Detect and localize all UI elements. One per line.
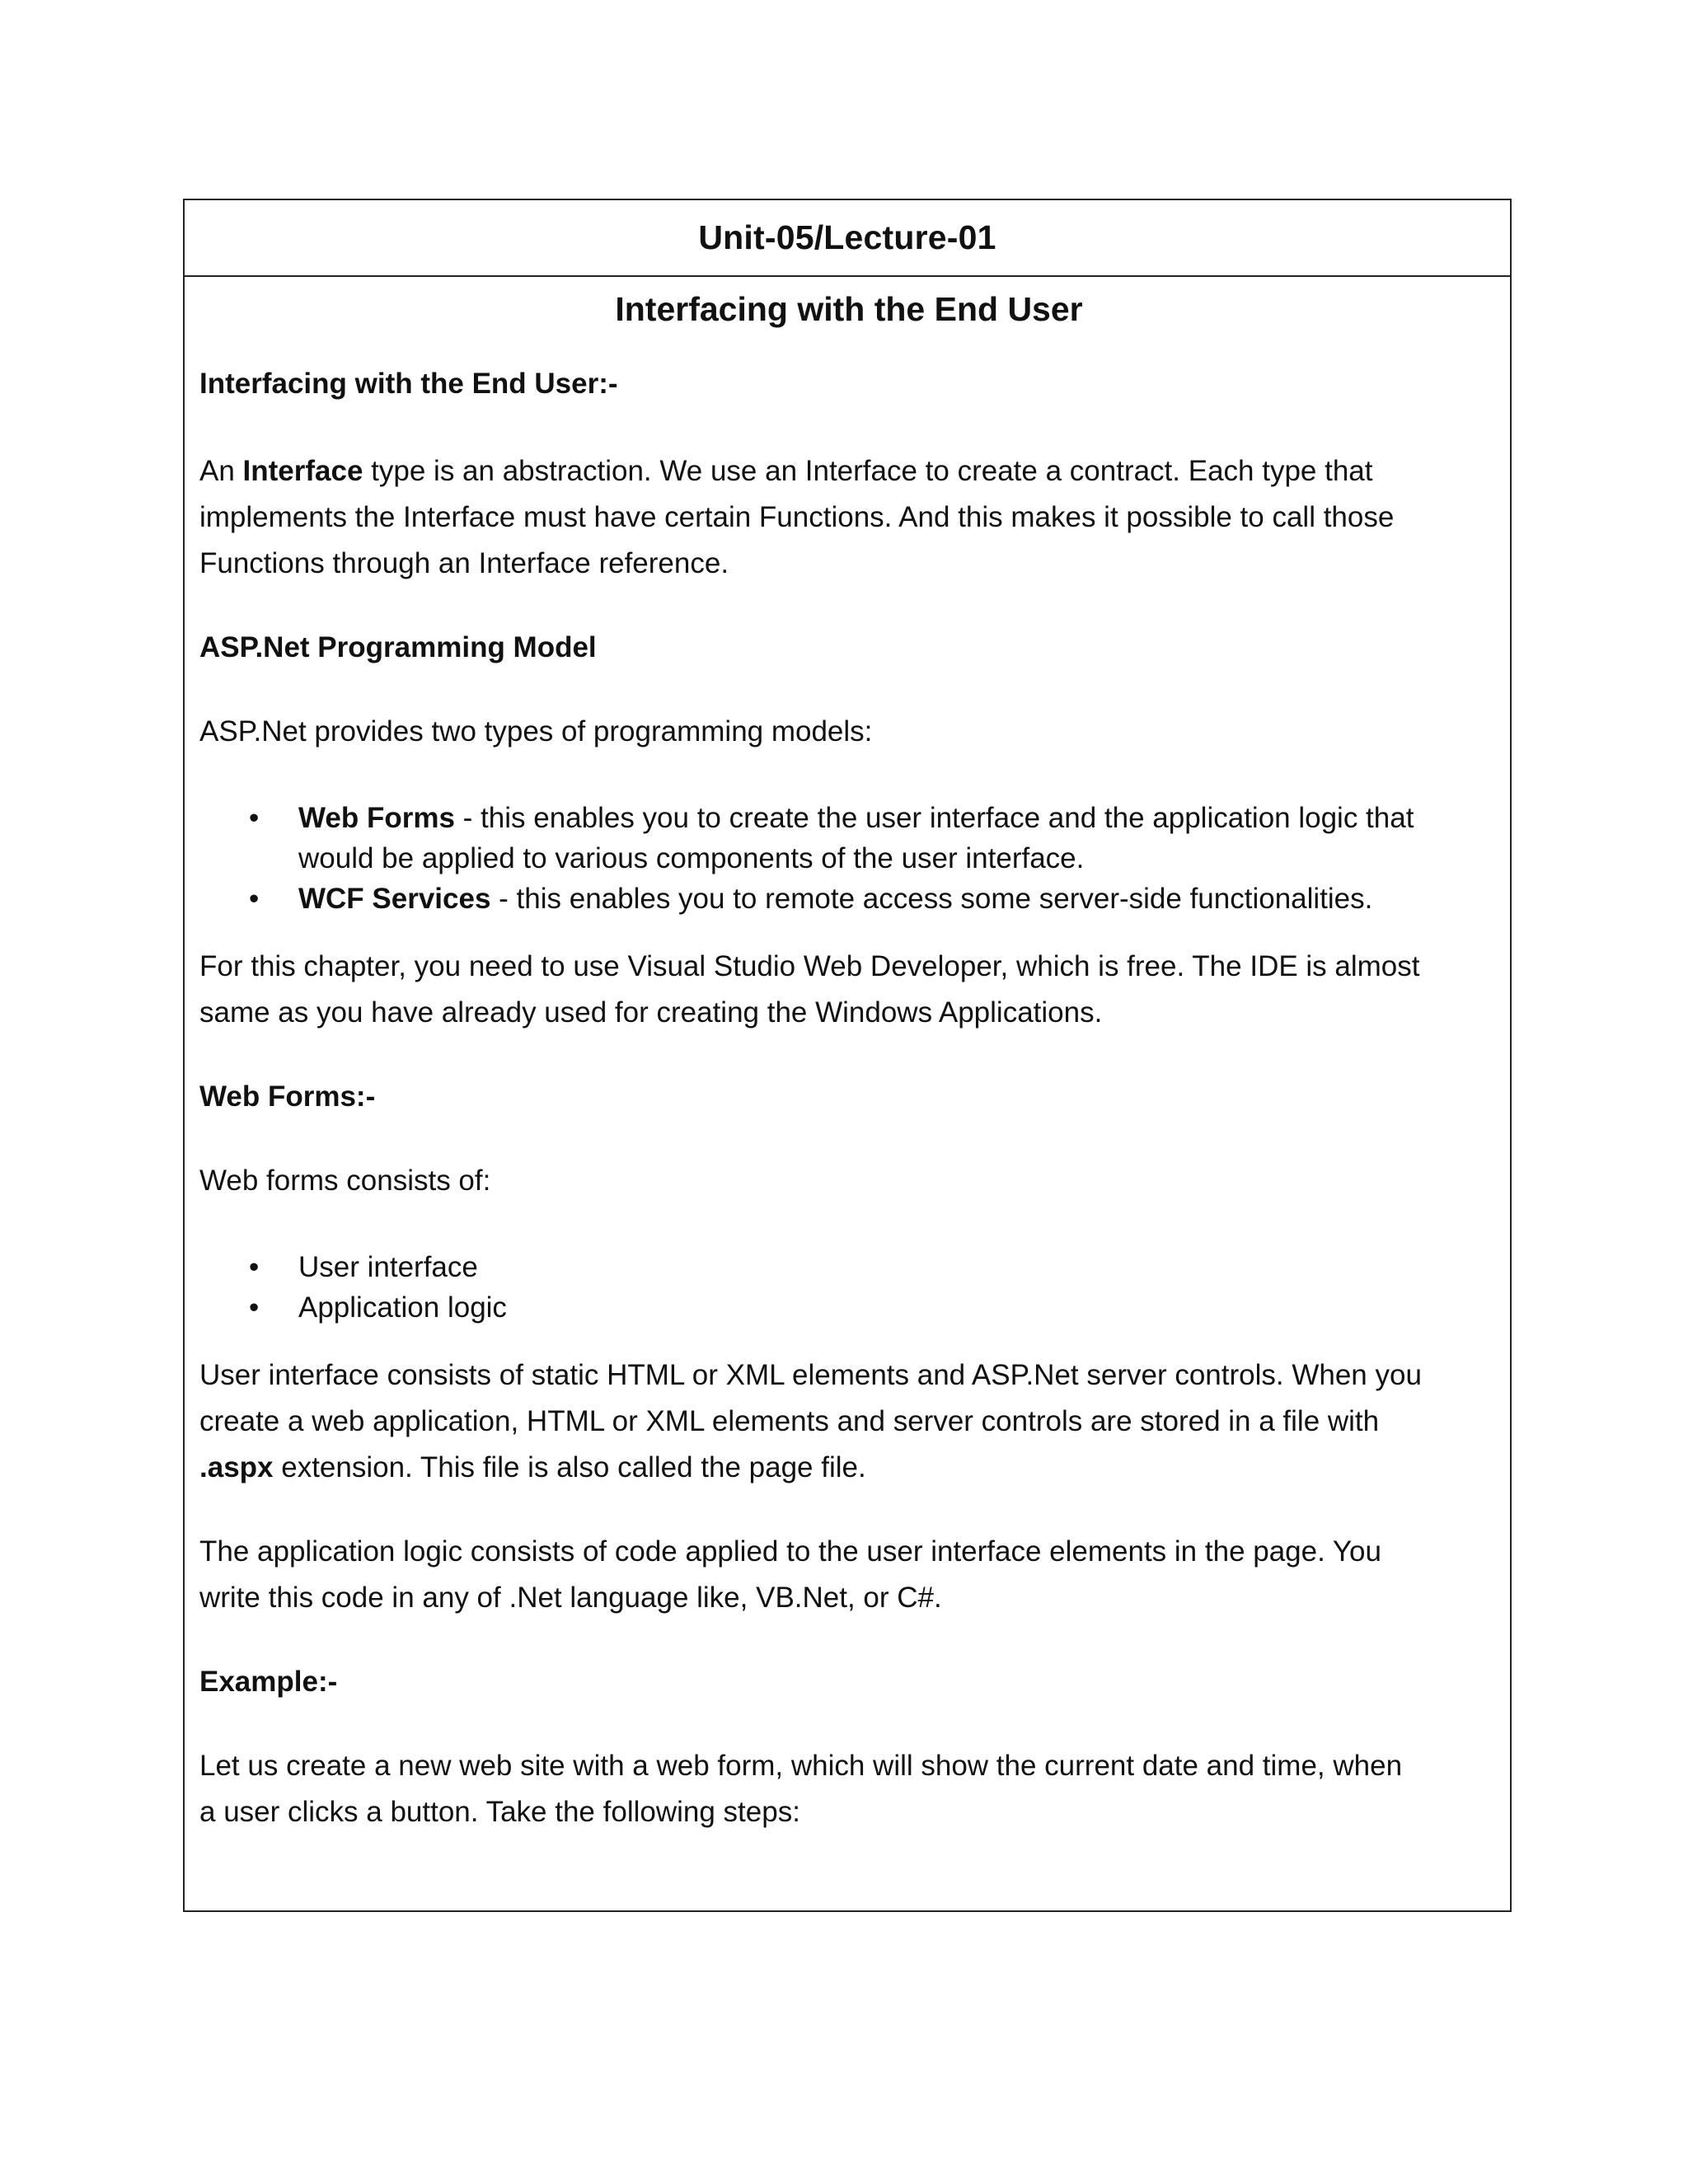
lecture-content bbox=[199, 277, 1498, 1835]
heading-example: Example:- bbox=[199, 1666, 338, 1698]
paragraph-model-intro: ASP.Net provides two types of programming models: bbox=[199, 715, 873, 748]
paragraph-user-interface bbox=[199, 1352, 1498, 1491]
text-logic-line1: The application logic consists of code applied to the user interface elements in the page. You bbox=[199, 1535, 1381, 1568]
paragraph-application-logic bbox=[199, 1529, 1498, 1621]
term-wcf-services: WCF Services bbox=[298, 883, 491, 915]
text-logic-line2: write this code in any of .Net language like, VB.Net, or C#. bbox=[199, 1582, 942, 1614]
lecture-frame bbox=[183, 199, 1512, 1912]
term-web-forms: Web Forms bbox=[298, 802, 455, 834]
text-user-interface: User interface bbox=[298, 1251, 478, 1283]
list-item-application-logic bbox=[199, 1287, 1498, 1328]
text-interface-line1: type is an abstraction. We use an Interface to create a contract. Each type that bbox=[363, 455, 1373, 487]
web-forms-parts-list bbox=[199, 1247, 1498, 1328]
lecture-title: Interfacing with the End User bbox=[615, 290, 1083, 328]
paragraph-interface-definition bbox=[199, 448, 1498, 587]
unit-title: Unit-05/Lecture-01 bbox=[698, 218, 996, 256]
heading-programming-model: ASP.Net Programming Model bbox=[199, 631, 597, 663]
bullet-icon: • bbox=[249, 802, 260, 834]
text-application-logic: Application logic bbox=[298, 1291, 507, 1324]
heading-web-forms: Web Forms:- bbox=[199, 1080, 376, 1113]
text-wcf-services: - this enables you to remote access some server-side functionalities. bbox=[490, 883, 1373, 915]
text-chapter-line2: same as you have already used for creating the Windows Applications. bbox=[199, 996, 1103, 1029]
text-web-forms-line1: - this enables you to create the user interface and the application logic that bbox=[454, 802, 1414, 834]
text-interface-line2: implements the Interface must have certain Functions. And this makes it possible to call those bbox=[199, 501, 1395, 533]
list-item-user-interface bbox=[199, 1247, 1498, 1287]
text-ui-line1: User interface consists of static HTML or XML elements and ASP.Net server controls. When you bbox=[199, 1359, 1422, 1391]
bullet-icon: • bbox=[249, 1251, 260, 1283]
text-an: An bbox=[199, 455, 243, 487]
bullet-icon: • bbox=[249, 1291, 260, 1324]
term-interface: Interface bbox=[242, 455, 363, 487]
text-example-line2: a user clicks a button. Take the following steps: bbox=[199, 1796, 800, 1828]
text-interface-line3: Functions through an Interface reference. bbox=[199, 547, 729, 579]
bullet-icon: • bbox=[249, 883, 260, 915]
text-example-line1: Let us create a new web site with a web form, which will show the current date and time, when bbox=[199, 1750, 1403, 1782]
text-ui-line3: extension. This file is also called the page file. bbox=[273, 1451, 866, 1483]
text-web-forms-line2: would be applied to various components of the user interface. bbox=[298, 842, 1085, 874]
text-chapter-line1: For this chapter, you need to use Visual Studio Web Developer, which is free. The IDE is almost bbox=[199, 950, 1420, 982]
term-aspx: .aspx bbox=[199, 1451, 274, 1483]
list-item-web-forms bbox=[199, 798, 1498, 879]
text-ui-line2: create a web application, HTML or XML elements and server controls are stored in a file with bbox=[199, 1405, 1380, 1437]
programming-models-list bbox=[199, 798, 1498, 919]
paragraph-example bbox=[199, 1743, 1498, 1835]
heading-interfacing: Interfacing with the End User:- bbox=[199, 368, 618, 400]
unit-header-row bbox=[185, 200, 1510, 277]
paragraph-web-forms-intro: Web forms consists of: bbox=[199, 1165, 491, 1197]
list-item-wcf-services bbox=[199, 879, 1498, 919]
paragraph-chapter-ide bbox=[199, 944, 1498, 1036]
